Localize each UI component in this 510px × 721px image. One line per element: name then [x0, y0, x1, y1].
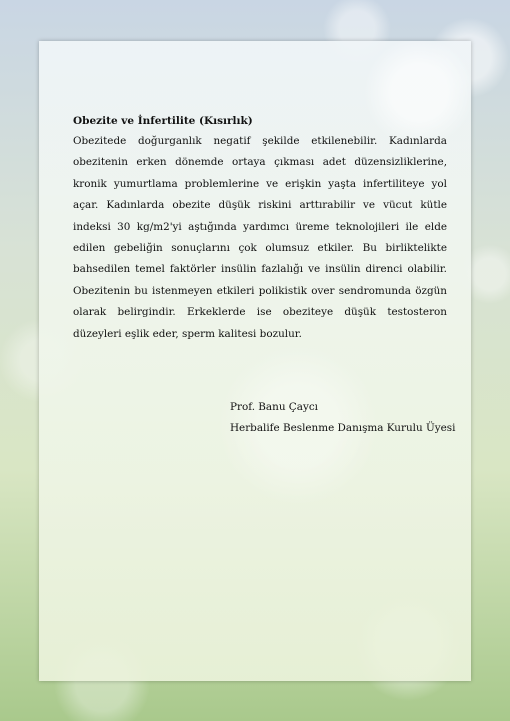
article-title: Obezite ve İnfertilite (Kısırlık) [73, 115, 253, 127]
document-page [39, 41, 471, 681]
article-body: Obezitede doğurganlık negatif şekilde etkilenebilir. Kadınlarda obezitenin erken dönemde ortaya çıkması adet düzensizliklerine, kronik yumurtlama problemlerine ve erişkin yaşta infertiliteye yol açar. Kadınlarda obezite düşük riskini arttırabilir ve vücut kütle indeksi 30 kg/m2'yi aştığında yardımcı üreme teknolojileri ile elde edilen gebeliğin sonuçlarını çok olumsuz etkiler. Bu birliktelikte bahsedilen temel faktörler insülin fazlalığı ve insülin direnci olabilir. Obezitenin bu istenmeyen etkileri polikistik over sendromunda özgün olarak belirgindir. Erkeklerde ise obeziteye düşük testosteron düzeyleri eşlik eder, sperm kalitesi bozulur. [73, 135, 447, 340]
author-role: Herbalife Beslenme Danışma Kurulu Üyesi [230, 422, 456, 434]
article [73, 111, 447, 345]
signature-block [230, 397, 460, 439]
author-name: Prof. Banu Çaycı [230, 401, 318, 413]
